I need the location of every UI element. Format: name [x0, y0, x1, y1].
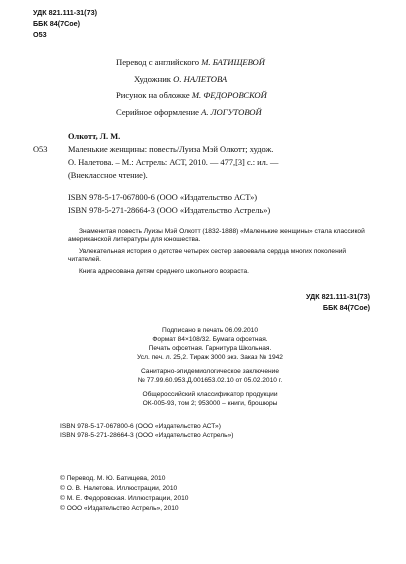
- credit-series: [116, 107, 262, 118]
- imprint-signed: Подписано в печать 06.09.2010: [161, 327, 259, 334]
- imprint-run: Усл. печ. л. 25,2. Тираж 3000 экз. Заказ № 1942: [137, 354, 283, 361]
- credit-translator-role: Перевод с английского: [116, 57, 200, 67]
- catalog-author: Олкотт, Л. М.: [68, 132, 121, 141]
- catalog-isbn-ast: ISBN 978-5-17-067800-6 (ООО «Издательство АСТ»): [68, 193, 258, 202]
- bottom-isbn-ast: ISBN 978-5-17-067800-6 (ООО «Издательство АСТ»): [60, 423, 221, 430]
- copyright-illustrations-fedorovskaya: © М. Е. Федоровская. Иллюстрации, 2010: [60, 495, 189, 502]
- bbk-code-top: ББК 84(7Сое): [33, 19, 81, 28]
- catalog-title-line3: (Внеклассное чтение).: [68, 171, 148, 180]
- udk-code-bottom: УДК 821.111-31(73): [306, 292, 370, 301]
- catalog-isbn-astrel: ISBN 978-5-271-28664-3 (ООО «Издательство Астрель»): [68, 206, 271, 215]
- imprint-sanitary: Санитарно-эпидемиологическое заключение: [140, 368, 280, 375]
- udk-code-top: УДК 821.111-31(73): [33, 8, 97, 17]
- credit-cover-role: Рисунок на обложке: [116, 90, 190, 100]
- copyright-illustrations-naletova: © О. В. Налетова. Иллюстрации, 2010: [60, 485, 178, 492]
- imprint-format: Формат 84×108/32. Бумага офсетная.: [152, 336, 268, 343]
- credit-artist: [134, 74, 227, 85]
- annotation-paragraph-2: Увлекательная история о детстве четырех сестер завоевала сердца многих поколений читателей.: [68, 248, 347, 264]
- annotation-paragraph-3: Книга адресована детям среднего школьного возраста.: [79, 268, 249, 275]
- copyright-publisher: © ООО «Издательство Астрель», 2010: [60, 505, 179, 512]
- catalog-code: О53: [33, 145, 48, 154]
- credit-cover-name: М. ФЕДОРОВСКОЙ: [191, 90, 267, 100]
- imprint-classifier: Общероссийский классификатор продукции: [142, 391, 278, 398]
- credit-translator: [116, 57, 265, 68]
- imprint-print: Печать офсетная. Гарнитура Школьная.: [148, 345, 272, 352]
- credit-series-name: А. ЛОГУТОВОЙ: [201, 107, 262, 117]
- credit-translator-name: М. БАТИЩЕВОЙ: [201, 57, 265, 67]
- copyright-translation: © Перевод. М. Ю. Батищева, 2010: [60, 475, 166, 482]
- credit-series-role: Серийное оформление: [116, 107, 199, 117]
- author-mark-top: О53: [33, 30, 47, 39]
- catalog-title-line1: Маленькие женщины: повесть/Луиза Мэй Олкотт; худож.: [68, 145, 274, 154]
- credit-artist-name: О. НАЛЕТОВА: [173, 74, 228, 84]
- bottom-isbn-astrel: ISBN 978-5-271-28664-3 (ООО «Издательство Астрель»): [60, 432, 234, 439]
- bbk-code-bottom: ББК 84(7Сое): [322, 303, 370, 312]
- imprint-classifier-code: ОК-005-93, том 2; 953000 – книги, брошюры: [142, 400, 278, 407]
- credit-artist-role: Художник: [134, 74, 171, 84]
- annotation-paragraph-1: Знаменитая повесть Луизы Мэй Олкотт (1832-1888) «Маленькие женщины» стала классикой американской литературы для юношества.: [68, 228, 365, 244]
- imprint-sanitary-number: № 77.99.60.953.Д.001653.02.10 от 05.02.2010 г.: [137, 377, 283, 384]
- credit-cover: [116, 90, 267, 101]
- catalog-title-line2: О. Налетова. – М.: Астрель: АСТ, 2010. — 477,[3] с.: ил. —: [68, 158, 279, 167]
